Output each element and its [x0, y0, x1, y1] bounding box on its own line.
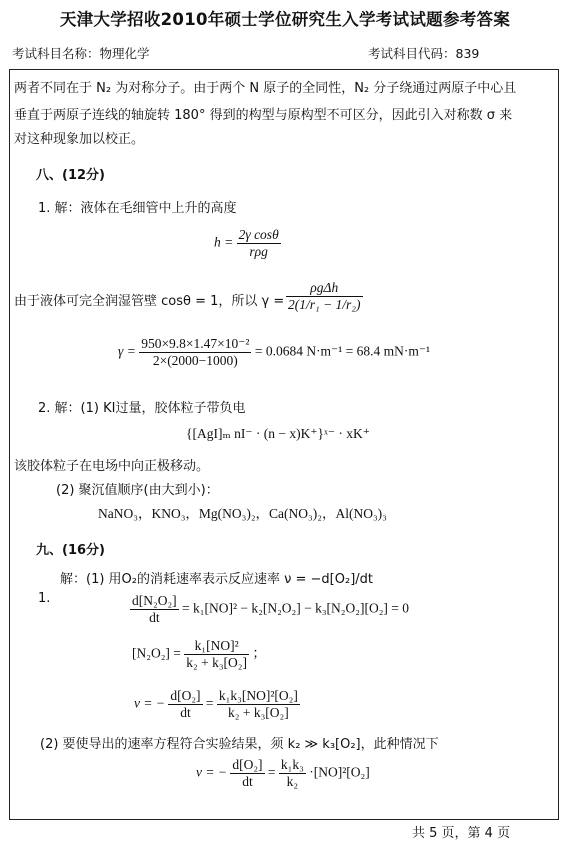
formula-calculation: γ = $\frac{\text{950×9.8×1.47×10⁻²}}{2\times(2000-1000)}$ = 0.0684 N·m⁻¹ = 68.4 mN·m⁻¹ — [118, 336, 431, 368]
section-8-heading: 八、(12分) — [36, 168, 105, 183]
intro-line-1: 两者不同在于 N₂ 为对称分子。由于两个 N 原子的全同性，N₂ 分子绕通过两原子中心且 — [14, 81, 517, 96]
q2-text: (2) 要使导出的速率方程符合实验结果，须 k₂ ≫ k₃[O₂]，此种情况下 — [40, 737, 439, 752]
micelle-structure: {[AgI]ₘ nI⁻ · (n − x)K⁺}ˣ⁻ · xK⁺ — [186, 426, 370, 441]
formula-surface-tension: $\frac{\text{ρgΔh}}{\text{2(1/r₁ − 1/r₂)}}$ — [288, 280, 361, 312]
formula-n2o2: [N₂O₂] = $\frac{\text{k₁[NO]²}}{\text{k₂ + k₃[O₂]}}$ ； — [132, 638, 266, 670]
formula-rate: ν = − $\frac{\text{d[O₂]}}{dt}$ = $\frac{\text{k₁k₃[NO]²[O₂]}}{\text{k₂ + k₃[O₂]}}$ — [134, 688, 298, 720]
q1-label: 1. 解：液体在毛细管中上升的高度 — [38, 201, 237, 216]
migration-text: 该胶体粒子在电场中向正极移动。 — [14, 459, 210, 474]
coagulation-label: (2) 聚沉值顺序(由大到小)： — [56, 483, 219, 498]
page-title: 天津大学招收2010年硕士学位研究生入学考试试题参考答案 — [59, 10, 511, 29]
q1-intro: 解：(1) 用O₂的消耗速率表示反应速率 ν = −d[O₂]/dt — [60, 572, 374, 587]
q1-number: 1. — [38, 591, 51, 606]
section-9-heading: 九、(16分) — [36, 543, 105, 558]
intro-line-3: 对这种现象加以校正。 — [14, 132, 145, 147]
wetting-text: 由于液体可完全润湿管壁 cosθ = 1，所以 γ = — [14, 294, 285, 309]
subject-name: 考试科目名称：物理化学 — [12, 46, 150, 61]
page-number: 共 5 页，第 4 页 — [412, 826, 511, 841]
coagulation-order: NaNO₃，KNO₃，Mg(NO₃)₂，Ca(NO₃)₂，Al(NO₃)₃ — [98, 506, 387, 521]
formula-rate-simplified: ν = − $\frac{\text{d[O₂]}}{dt}$ = $\frac{\text{k₁k₃}}{\text{k₂}}$ ·[NO]²[O₂] — [196, 757, 370, 789]
subject-code: 考试科目代码：839 — [368, 46, 480, 61]
formula-steady-state: $\frac{\text{d[N₂O₂]}}{dt}$ = k₁[NO]² − k₂[N₂O₂] − k₃[N₂O₂][O₂] = 0 — [132, 593, 410, 625]
q2-label: 2. 解：(1) KI过量，胶体粒子带负电 — [38, 401, 246, 416]
formula-height: h = $\frac{\text{2γ cosθ}}{\text{rρg}}$ — [214, 227, 279, 259]
intro-line-2: 垂直于两原子连线的轴旋转 180° 得到的构型与原构型不可区分，因此引入对称数 σ 来 — [14, 108, 513, 123]
